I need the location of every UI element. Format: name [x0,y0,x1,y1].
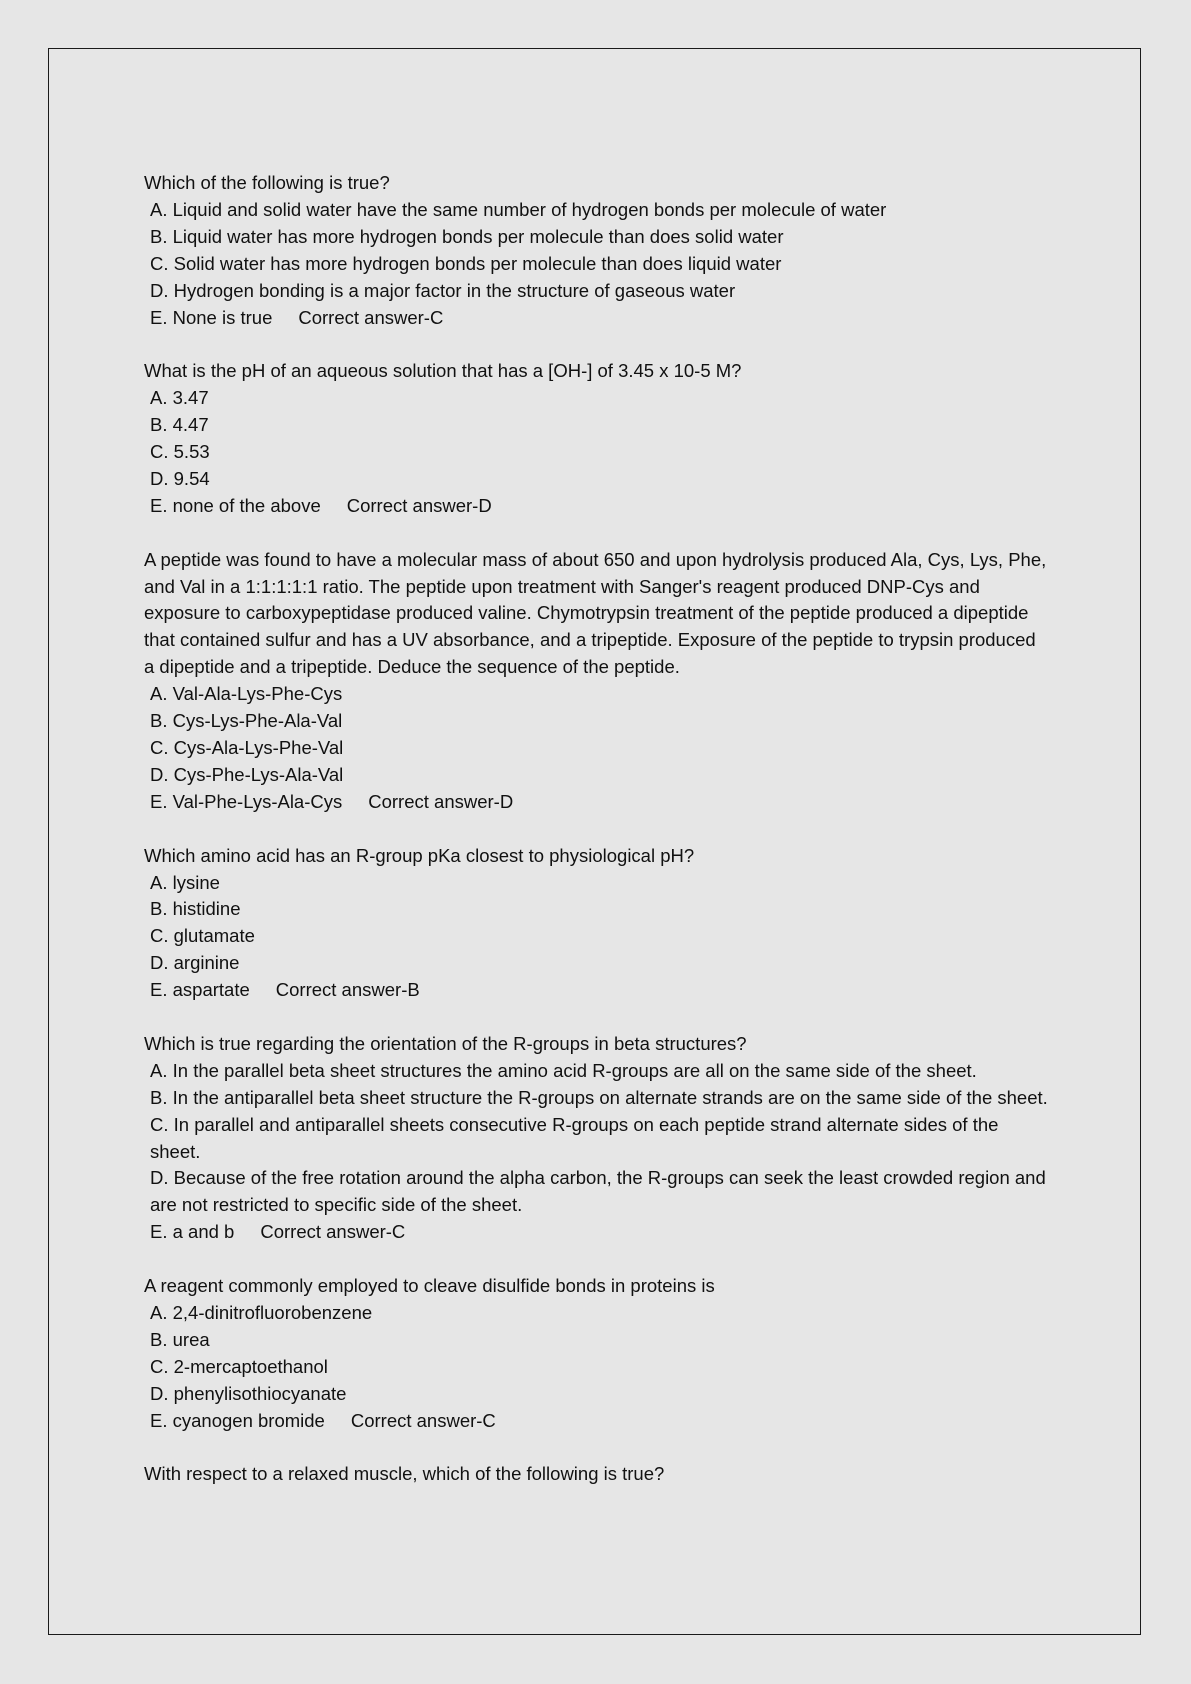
question-stem: A reagent commonly employed to cleave disulfide bonds in proteins is [144,1275,715,1297]
option-e [144,305,1049,332]
option-e [144,1219,1049,1246]
option-e [144,1408,1049,1435]
question-1 [144,170,1049,331]
question-stem: A peptide was found to have a molecular mass of about 650 and upon hydrolysis produced Ala, Cys, Lys, Phe, and Val in a 1:1:1:1:1 ratio. The peptide upon treatment with Sanger's reagent produced DNP-Cys and exposure to carboxypeptidase produced valine. Chymotrypsin treatment of the peptide produced a dipeptide that contained sulfur and has a UV absorbance, and a tripeptide. Exposure of the peptide to trypsin produced a dipeptide and a tripeptide. Deduce the sequence of the peptide. [144,548,1047,678]
option-d: D. Cys-Phe-Lys-Ala-Val [150,763,344,785]
correct-answer: Correct answer-B [275,979,420,1001]
question-7 [144,1461,1049,1488]
correct-answer: Correct answer-D [368,790,514,812]
correct-answer: Correct answer-D [346,494,492,516]
option-e-text: E. None is true [150,306,273,328]
option-a: A. Val-Ala-Lys-Phe-Cys [150,683,343,705]
option-c: C. Solid water has more hydrogen bonds per molecule than does liquid water [150,252,782,274]
question-3 [144,547,1049,816]
option-b: B. In the antiparallel beta sheet structure the R-groups on alternate strands are on the same side of the sheet. [150,1086,1048,1108]
option-a: A. lysine [150,871,220,893]
option-e-text: E. aspartate [150,979,250,1001]
option-b: B. urea [150,1328,210,1350]
option-c: C. In parallel and antiparallel sheets consecutive R-groups on each peptide strand alternate sides of the sheet. [150,1113,999,1162]
option-e [144,493,1049,520]
correct-answer: Correct answer-C [298,306,444,328]
option-a: A. 2,4-dinitrofluorobenzene [150,1301,373,1323]
question-stem: Which amino acid has an R-group pKa closest to physiological pH? [144,844,695,866]
correct-answer: Correct answer-C [350,1409,496,1431]
option-c: C. 5.53 [150,441,210,463]
option-b: B. Cys-Lys-Phe-Ala-Val [150,710,343,732]
option-c: C. Cys-Ala-Lys-Phe-Val [150,737,344,758]
option-d: D. phenylisothiocyanate [150,1382,347,1404]
option-e-text: E. cyanogen bromide [150,1409,325,1431]
option-e [144,789,1049,816]
question-6 [144,1273,1049,1434]
question-5 [144,1031,1049,1246]
option-a: A. In the parallel beta sheet structures the amino acid R-groups are all on the same side of the sheet. [150,1059,977,1081]
option-e-text: E. none of the above [150,494,321,516]
option-a: A. 3.47 [150,387,209,409]
option-e [144,977,1049,1004]
question-4 [144,843,1049,1004]
option-c: C. glutamate [150,925,255,947]
option-a: A. Liquid and solid water have the same number of hydrogen bonds per molecule of water [150,198,887,220]
option-d: D. Hydrogen bonding is a major factor in the structure of gaseous water [150,279,736,301]
option-b: B. histidine [150,898,241,920]
option-b: B. 4.47 [150,414,209,436]
option-d: D. 9.54 [150,467,210,489]
question-stem: What is the pH of an aqueous solution that has a [OH-] of 3.45 x 10-5 M? [144,360,742,382]
option-c: C. 2-mercaptoethanol [150,1355,328,1377]
question-stem: Which is true regarding the orientation of the R-groups in beta structures? [144,1032,747,1054]
option-d: D. arginine [150,952,240,974]
question-stem: With respect to a relaxed muscle, which of the following is true? [144,1463,665,1485]
option-e-text: E. Val-Phe-Lys-Ala-Cys [150,790,343,812]
option-e-text: E. a and b [150,1221,235,1243]
option-b: B. Liquid water has more hydrogen bonds per molecule than does solid water [150,225,784,247]
correct-answer: Correct answer-C [260,1221,406,1243]
question-list [144,170,1049,1515]
question-2 [144,358,1049,519]
question-stem: Which of the following is true? [144,172,390,193]
option-d: D. Because of the free rotation around the alpha carbon, the R-groups can seek the least crowded region and are not restricted to specific side of the sheet. [150,1167,1046,1216]
